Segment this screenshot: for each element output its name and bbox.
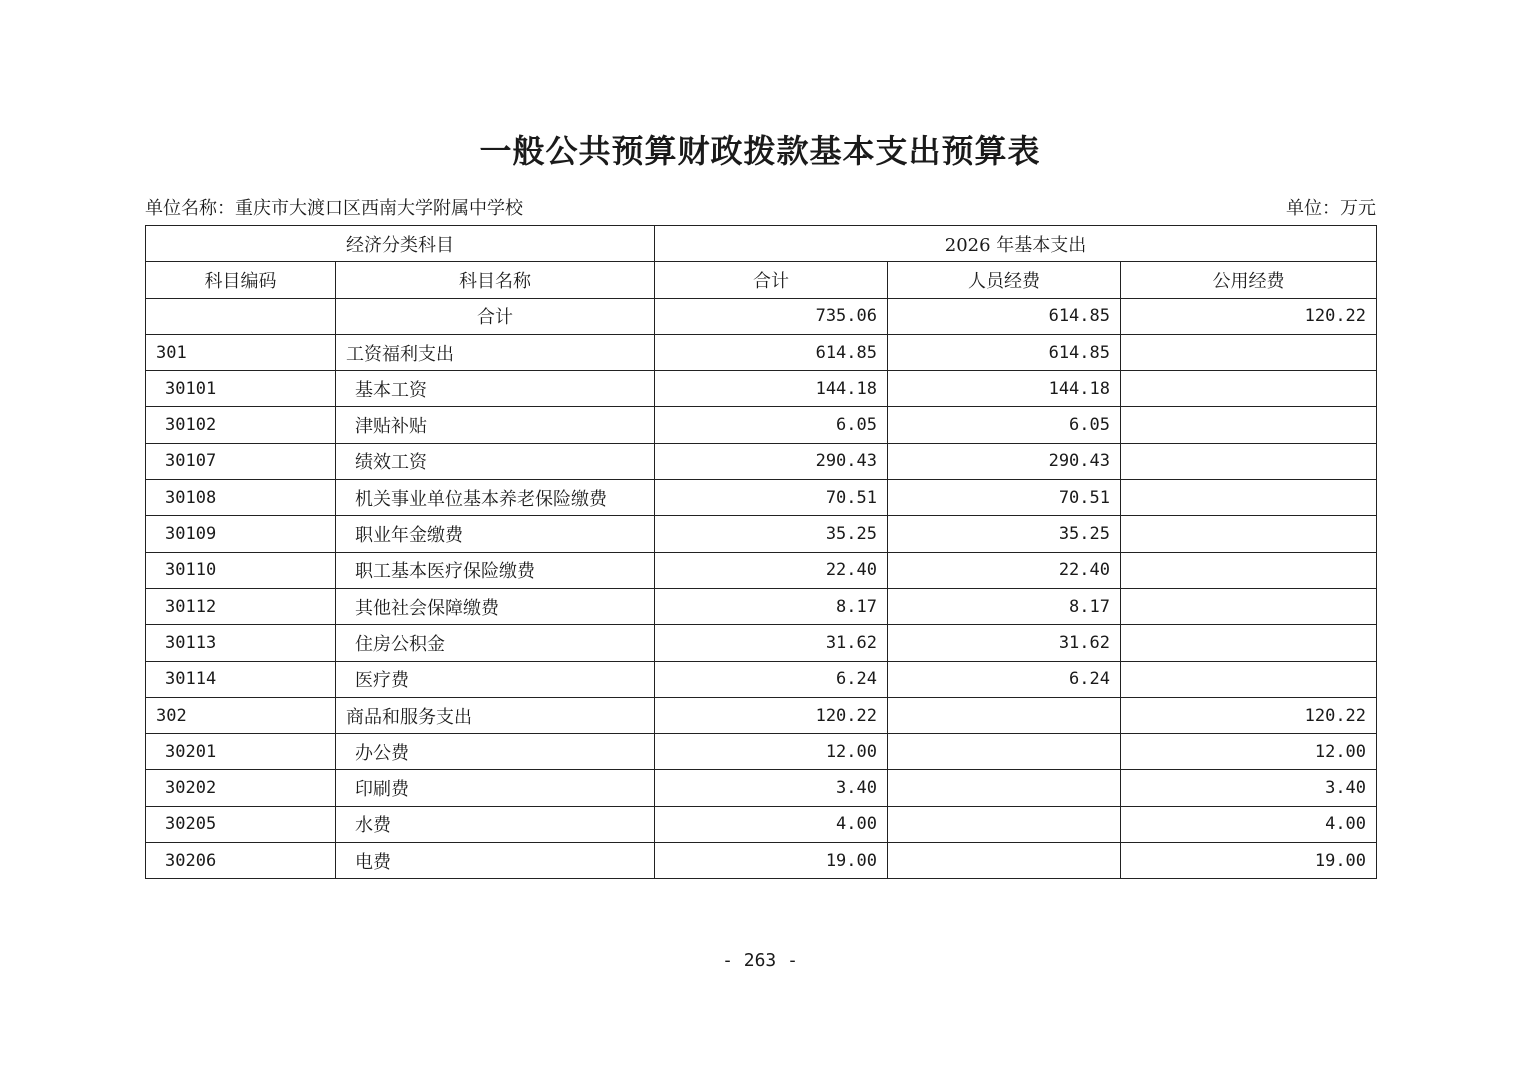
subject-name-cell: 商品和服务支出 bbox=[336, 697, 655, 733]
group-header-row bbox=[146, 226, 1377, 262]
public-cell: 12.00 bbox=[1121, 734, 1377, 770]
subject-code-cell: 30107 bbox=[146, 443, 336, 479]
public-cell bbox=[1121, 371, 1377, 407]
public-cell bbox=[1121, 407, 1377, 443]
personnel-cell: 144.18 bbox=[888, 371, 1121, 407]
subject-name-cell: 职工基本医疗保险缴费 bbox=[336, 552, 655, 588]
table-row bbox=[146, 552, 1377, 588]
total-row-personnel: 614.85 bbox=[888, 298, 1121, 334]
personnel-cell: 70.51 bbox=[888, 480, 1121, 516]
header-subject-name: 科目名称 bbox=[336, 262, 655, 298]
total-cell: 12.00 bbox=[655, 734, 888, 770]
subject-name-cell: 水费 bbox=[336, 806, 655, 842]
total-cell: 8.17 bbox=[655, 588, 888, 624]
subject-code-cell: 30109 bbox=[146, 516, 336, 552]
public-cell bbox=[1121, 625, 1377, 661]
subject-code-cell: 30101 bbox=[146, 371, 336, 407]
subject-name-cell: 印刷费 bbox=[336, 770, 655, 806]
personnel-cell bbox=[888, 843, 1121, 879]
total-cell: 290.43 bbox=[655, 443, 888, 479]
table-row bbox=[146, 334, 1377, 370]
subject-name-cell: 住房公积金 bbox=[336, 625, 655, 661]
personnel-cell: 6.24 bbox=[888, 661, 1121, 697]
personnel-cell: 35.25 bbox=[888, 516, 1121, 552]
public-cell bbox=[1121, 443, 1377, 479]
total-cell: 4.00 bbox=[655, 806, 888, 842]
total-cell: 35.25 bbox=[655, 516, 888, 552]
total-row-total: 735.06 bbox=[655, 298, 888, 334]
unit-info-row bbox=[145, 196, 1376, 222]
personnel-cell: 22.40 bbox=[888, 552, 1121, 588]
table-row bbox=[146, 588, 1377, 624]
public-cell: 4.00 bbox=[1121, 806, 1377, 842]
table-row bbox=[146, 843, 1377, 879]
public-cell bbox=[1121, 661, 1377, 697]
total-cell: 19.00 bbox=[655, 843, 888, 879]
public-cell bbox=[1121, 516, 1377, 552]
total-cell: 6.05 bbox=[655, 407, 888, 443]
subject-name-cell: 机关事业单位基本养老保险缴费 bbox=[336, 480, 655, 516]
personnel-cell: 290.43 bbox=[888, 443, 1121, 479]
subject-code-cell: 30114 bbox=[146, 661, 336, 697]
subject-name-cell: 医疗费 bbox=[336, 661, 655, 697]
subject-code-cell: 30201 bbox=[146, 734, 336, 770]
total-cell: 70.51 bbox=[655, 480, 888, 516]
table-row bbox=[146, 480, 1377, 516]
public-cell bbox=[1121, 480, 1377, 516]
header-public-expenses: 公用经费 bbox=[1121, 262, 1377, 298]
total-cell: 31.62 bbox=[655, 625, 888, 661]
public-cell: 19.00 bbox=[1121, 843, 1377, 879]
header-total: 合计 bbox=[655, 262, 888, 298]
public-cell bbox=[1121, 552, 1377, 588]
table-row bbox=[146, 516, 1377, 552]
personnel-cell: 614.85 bbox=[888, 334, 1121, 370]
total-cell: 120.22 bbox=[655, 697, 888, 733]
total-row-public: 120.22 bbox=[1121, 298, 1377, 334]
subject-code-cell: 30108 bbox=[146, 480, 336, 516]
table-row bbox=[146, 407, 1377, 443]
table-row bbox=[146, 371, 1377, 407]
total-cell: 6.24 bbox=[655, 661, 888, 697]
subject-code-cell: 302 bbox=[146, 697, 336, 733]
personnel-cell bbox=[888, 770, 1121, 806]
table-row bbox=[146, 770, 1377, 806]
subject-code-cell: 30113 bbox=[146, 625, 336, 661]
table-row bbox=[146, 734, 1377, 770]
personnel-cell: 31.62 bbox=[888, 625, 1121, 661]
subject-name-cell: 基本工资 bbox=[336, 371, 655, 407]
header-basic-expenditure-year: 2026 年基本支出 bbox=[655, 226, 1377, 262]
subject-name-cell: 其他社会保障缴费 bbox=[336, 588, 655, 624]
header-economic-classification: 经济分类科目 bbox=[146, 226, 655, 262]
total-cell: 614.85 bbox=[655, 334, 888, 370]
table-body bbox=[146, 298, 1377, 879]
total-row-name: 合计 bbox=[336, 298, 655, 334]
table-row bbox=[146, 697, 1377, 733]
personnel-cell: 6.05 bbox=[888, 407, 1121, 443]
subject-name-cell: 电费 bbox=[336, 843, 655, 879]
subject-name-cell: 办公费 bbox=[336, 734, 655, 770]
personnel-cell bbox=[888, 734, 1121, 770]
page-title: 一般公共预算财政拨款基本支出预算表 bbox=[479, 132, 1041, 170]
personnel-cell bbox=[888, 697, 1121, 733]
budget-table bbox=[145, 225, 1377, 879]
subject-code-cell: 30102 bbox=[146, 407, 336, 443]
subject-code-cell: 301 bbox=[146, 334, 336, 370]
unit-name: 单位名称：重庆市大渡口区西南大学附属中学校 bbox=[145, 198, 523, 219]
column-header-row bbox=[146, 262, 1377, 298]
table-row bbox=[146, 806, 1377, 842]
subject-name-cell: 津贴补贴 bbox=[336, 407, 655, 443]
subject-code-cell: 30206 bbox=[146, 843, 336, 879]
public-cell: 3.40 bbox=[1121, 770, 1377, 806]
subject-name-cell: 工资福利支出 bbox=[336, 334, 655, 370]
subject-name-cell: 绩效工资 bbox=[336, 443, 655, 479]
header-personnel-expenses: 人员经费 bbox=[888, 262, 1121, 298]
personnel-cell bbox=[888, 806, 1121, 842]
header-subject-code: 科目编码 bbox=[146, 262, 336, 298]
subject-name-cell: 职业年金缴费 bbox=[336, 516, 655, 552]
page-number: - 263 - bbox=[722, 950, 798, 971]
total-row-code bbox=[146, 298, 336, 334]
total-cell: 22.40 bbox=[655, 552, 888, 588]
table-row bbox=[146, 661, 1377, 697]
public-cell bbox=[1121, 588, 1377, 624]
subject-code-cell: 30110 bbox=[146, 552, 336, 588]
subject-code-cell: 30202 bbox=[146, 770, 336, 806]
subject-code-cell: 30112 bbox=[146, 588, 336, 624]
table-row bbox=[146, 625, 1377, 661]
total-row bbox=[146, 298, 1377, 334]
total-cell: 144.18 bbox=[655, 371, 888, 407]
currency-unit: 单位：万元 bbox=[1286, 198, 1376, 219]
table-row bbox=[146, 443, 1377, 479]
public-cell: 120.22 bbox=[1121, 697, 1377, 733]
public-cell bbox=[1121, 334, 1377, 370]
total-cell: 3.40 bbox=[655, 770, 888, 806]
personnel-cell: 8.17 bbox=[888, 588, 1121, 624]
subject-code-cell: 30205 bbox=[146, 806, 336, 842]
